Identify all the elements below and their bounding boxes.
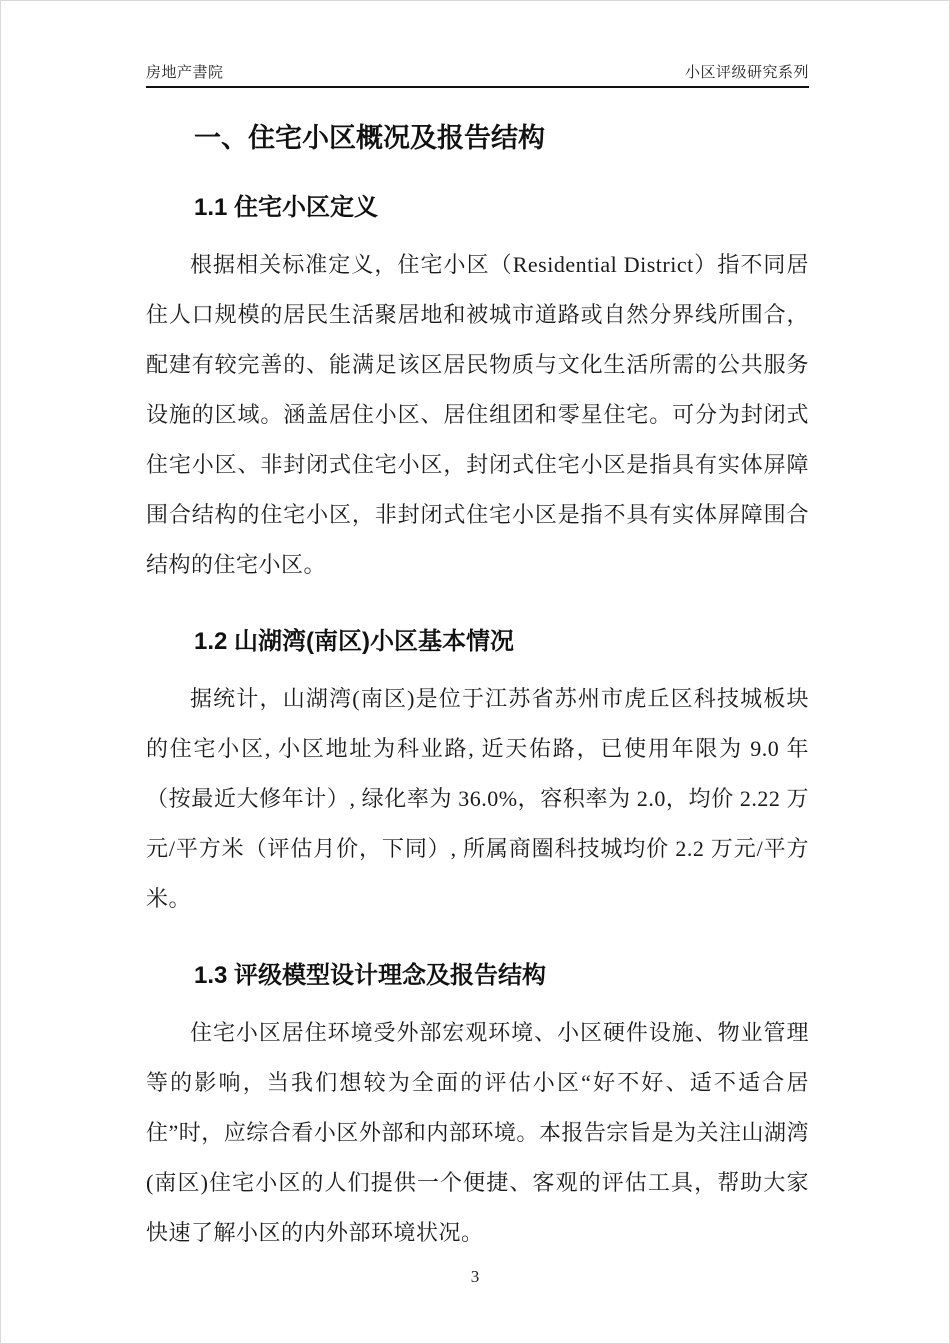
section-paragraph-1-2: 据统计，山湖湾(南区)是位于江苏省苏州市虎丘区科技城板块的住宅小区, 小区地址为科业路, 近天佑路，已使用年限为 9.0 年（按最近大修年计）, 绿化率为 36.0%，容积率为 2.0，均价 2.22 万元/平方米（评估月价，下同）, 所属商圈科技城均价 2.2 万元/平方米。	[146, 686, 809, 911]
section-heading-1-3: 1.3 评级模型设计理念及报告结构	[194, 962, 547, 989]
section-paragraph-1-3: 住宅小区居住环境受外部宏观环境、小区硬件设施、物业管理等的影响，当我们想较为全面的评估小区“好不好、适不适合居住”时，应综合看小区外部和内部环境。本报告宗旨是为关注山湖湾(南区)住宅小区的人们提供一个便捷、客观的评估工具，帮助大家快速了解小区的内外部环境状况。	[146, 1020, 809, 1245]
page-number: 3	[470, 1267, 480, 1286]
header-left-text: 房地产書院	[146, 64, 224, 81]
page-header	[146, 1, 809, 88]
chapter-title: 一、住宅小区概况及报告结构	[194, 123, 545, 153]
section-heading-1-2: 1.2 山湖湾(南区)小区基本情况	[194, 628, 515, 655]
section-heading-1-1: 1.1 住宅小区定义	[194, 194, 379, 221]
section-paragraph-1-1: 根据相关标准定义，住宅小区（Residential District）指不同居住人口规模的居民生活聚居地和被城市道路或自然分界线所围合，配建有较完善的、能满足该区居民物质与文化生活所需的公共服务设施的区域。涵盖居住小区、居住组团和零星住宅。可分为封闭式住宅小区、非封闭式住宅小区，封闭式住宅小区是指具有实体屏障围合结构的住宅小区，非封闭式住宅小区是指不具有实体屏障围合结构的住宅小区。	[146, 252, 809, 577]
header-right-text: 小区评级研究系列	[684, 64, 809, 81]
